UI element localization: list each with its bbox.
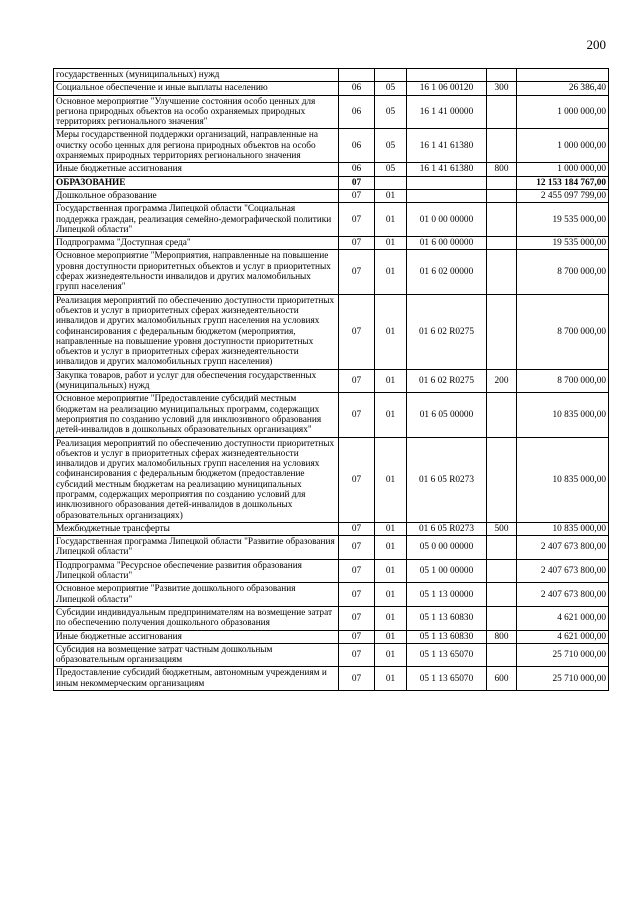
cell-section: 06: [339, 163, 375, 176]
cell-target-article: 01 6 05 00000: [407, 393, 487, 437]
table-row: [54, 69, 609, 82]
cell-name: Подпрограмма "Доступная среда": [54, 237, 339, 250]
cell-subsection: 01: [375, 203, 407, 237]
table-row: [54, 82, 609, 95]
cell-subsection: 05: [375, 82, 407, 95]
cell-expense-type: [487, 237, 517, 250]
table-row: [54, 369, 609, 393]
cell-target-article: [407, 176, 487, 189]
cell-amount: 25 710 000,00: [517, 643, 609, 667]
cell-section: 07: [339, 522, 375, 535]
cell-amount: 8 700 000,00: [517, 294, 609, 369]
table-row: [54, 630, 609, 643]
table-row: [54, 583, 609, 607]
cell-section: 06: [339, 95, 375, 129]
table-row: [54, 437, 609, 522]
cell-amount: 12 153 184 767,00: [517, 176, 609, 189]
cell-section: [339, 69, 375, 82]
cell-target-article: [407, 189, 487, 202]
cell-name: Государственная программа Липецкой области "Развитие образования Липецкой области": [54, 536, 339, 560]
cell-amount: 25 710 000,00: [517, 667, 609, 691]
cell-section: 07: [339, 583, 375, 607]
cell-subsection: 01: [375, 559, 407, 583]
cell-target-article: [407, 69, 487, 82]
cell-amount: [517, 69, 609, 82]
cell-section: 07: [339, 606, 375, 630]
cell-target-article: 05 1 13 60830: [407, 630, 487, 643]
cell-amount: 19 535 000,00: [517, 237, 609, 250]
cell-section: 07: [339, 667, 375, 691]
table-row: [54, 294, 609, 369]
cell-section: 06: [339, 129, 375, 163]
cell-target-article: 05 1 13 00000: [407, 583, 487, 607]
cell-subsection: 01: [375, 667, 407, 691]
cell-target-article: 16 1 41 61380: [407, 129, 487, 163]
cell-expense-type: [487, 69, 517, 82]
cell-target-article: 01 6 00 00000: [407, 237, 487, 250]
cell-amount: 10 835 000,00: [517, 393, 609, 437]
cell-name: Межбюджетные трансферты: [54, 522, 339, 535]
cell-amount: 4 621 000,00: [517, 630, 609, 643]
cell-section: 07: [339, 536, 375, 560]
table-row: [54, 163, 609, 176]
cell-target-article: 05 0 00 00000: [407, 536, 487, 560]
cell-name: Основное мероприятие "Предоставление субсидий местным бюджетам на реализацию муниципальных программ, содержащих мероприятия по созданию условий для инклюзивного образования детей-инвалидов в дошкольных образовательных организациях": [54, 393, 339, 437]
cell-amount: 2 455 097 799,00: [517, 189, 609, 202]
table-row: [54, 129, 609, 163]
table-row: [54, 643, 609, 667]
table-row: [54, 237, 609, 250]
cell-amount: 8 700 000,00: [517, 369, 609, 393]
cell-target-article: 05 1 13 60830: [407, 606, 487, 630]
cell-subsection: 01: [375, 536, 407, 560]
cell-expense-type: [487, 176, 517, 189]
cell-subsection: 01: [375, 643, 407, 667]
cell-expense-type: [487, 583, 517, 607]
cell-name: Реализация мероприятий по обеспечению доступности приоритетных объектов и услуг в приоритетных сферах жизнедеятельности инвалидов и других маломобильных групп населения на условиях софинансирования с федеральным бюджетом (предоставление субсидий местным бюджетам на реализацию муниципальных программ, содержащих мероприятия по созданию условий для инклюзивного образования детей-инвалидов в дошкольных образовательных организациях): [54, 437, 339, 522]
table-row: [54, 393, 609, 437]
cell-name: Основное мероприятие "Мероприятия, направленные на повышение уровня доступности приоритетных объектов и услуг в приоритетных сферах жизнедеятельности инвалидов и других маломобильных групп населения": [54, 250, 339, 294]
cell-section: 07: [339, 559, 375, 583]
cell-expense-type: [487, 606, 517, 630]
cell-expense-type: [487, 393, 517, 437]
cell-name: ОБРАЗОВАНИЕ: [54, 176, 339, 189]
cell-amount: 4 621 000,00: [517, 606, 609, 630]
cell-name: Государственная программа Липецкой области "Социальная поддержка граждан, реализация семейно-демографической политики Липецкой области": [54, 203, 339, 237]
cell-name: Иные бюджетные ассигнования: [54, 163, 339, 176]
cell-target-article: 01 6 05 R0273: [407, 437, 487, 522]
cell-target-article: 01 6 02 R0275: [407, 294, 487, 369]
cell-subsection: [375, 176, 407, 189]
cell-name: Субсидия на возмещение затрат частным дошкольным образовательным организациям: [54, 643, 339, 667]
cell-expense-type: [487, 189, 517, 202]
table-row: [54, 176, 609, 189]
cell-subsection: 01: [375, 606, 407, 630]
table-row: [54, 189, 609, 202]
cell-name: Иные бюджетные ассигнования: [54, 630, 339, 643]
cell-expense-type: [487, 129, 517, 163]
page-number: 200: [586, 37, 606, 52]
cell-target-article: 16 1 06 00120: [407, 82, 487, 95]
cell-section: 06: [339, 82, 375, 95]
cell-section: 07: [339, 630, 375, 643]
cell-expense-type: 800: [487, 630, 517, 643]
cell-target-article: 01 0 00 00000: [407, 203, 487, 237]
cell-amount: 26 386,40: [517, 82, 609, 95]
cell-expense-type: [487, 95, 517, 129]
cell-name: Основное мероприятие "Развитие дошкольного образования Липецкой области": [54, 583, 339, 607]
cell-section: 07: [339, 203, 375, 237]
cell-subsection: [375, 69, 407, 82]
cell-name: Меры государственной поддержки организаций, направленные на очистку особо ценных для региона природных объектов на особо охраняемых природных территориях регионального значения: [54, 129, 339, 163]
cell-expense-type: [487, 559, 517, 583]
cell-expense-type: [487, 250, 517, 294]
cell-section: 07: [339, 643, 375, 667]
cell-subsection: 05: [375, 95, 407, 129]
cell-expense-type: [487, 294, 517, 369]
cell-expense-type: [487, 437, 517, 522]
table-row: [54, 536, 609, 560]
cell-section: 07: [339, 369, 375, 393]
cell-expense-type: 600: [487, 667, 517, 691]
cell-subsection: 05: [375, 129, 407, 163]
cell-amount: 8 700 000,00: [517, 250, 609, 294]
budget-table-body: [54, 69, 609, 691]
cell-target-article: 05 1 13 65070: [407, 667, 487, 691]
cell-target-article: 05 1 13 65070: [407, 643, 487, 667]
cell-subsection: 01: [375, 522, 407, 535]
cell-expense-type: 800: [487, 163, 517, 176]
cell-subsection: 01: [375, 369, 407, 393]
cell-subsection: 01: [375, 250, 407, 294]
cell-target-article: 01 6 05 R0273: [407, 522, 487, 535]
table-row: [54, 522, 609, 535]
cell-section: 07: [339, 250, 375, 294]
cell-name: Закупка товаров, работ и услуг для обеспечения государственных (муниципальных) нужд: [54, 369, 339, 393]
cell-name: Социальное обеспечение и иные выплаты населению: [54, 82, 339, 95]
cell-subsection: 01: [375, 393, 407, 437]
cell-section: 07: [339, 393, 375, 437]
cell-expense-type: [487, 643, 517, 667]
table-row: [54, 559, 609, 583]
cell-amount: 10 835 000,00: [517, 437, 609, 522]
cell-name: государственных (муниципальных) нужд: [54, 69, 339, 82]
cell-subsection: 01: [375, 630, 407, 643]
cell-subsection: 01: [375, 237, 407, 250]
cell-subsection: 05: [375, 163, 407, 176]
cell-expense-type: 200: [487, 369, 517, 393]
cell-subsection: 01: [375, 294, 407, 369]
cell-subsection: 01: [375, 583, 407, 607]
cell-amount: 1 000 000,00: [517, 163, 609, 176]
cell-amount: 10 835 000,00: [517, 522, 609, 535]
table-row: [54, 606, 609, 630]
cell-target-article: 05 1 00 00000: [407, 559, 487, 583]
cell-target-article: 16 1 41 00000: [407, 95, 487, 129]
cell-name: Дошкольное образование: [54, 189, 339, 202]
table-row: [54, 95, 609, 129]
cell-section: 07: [339, 237, 375, 250]
table-row: [54, 250, 609, 294]
cell-target-article: 16 1 41 61380: [407, 163, 487, 176]
cell-amount: 19 535 000,00: [517, 203, 609, 237]
cell-subsection: 01: [375, 189, 407, 202]
cell-section: 07: [339, 189, 375, 202]
cell-amount: 2 407 673 800,00: [517, 559, 609, 583]
cell-expense-type: [487, 203, 517, 237]
cell-amount: 2 407 673 800,00: [517, 536, 609, 560]
cell-name: Предоставление субсидий бюджетным, автономным учреждениям и иным некоммерческим организациям: [54, 667, 339, 691]
cell-target-article: 01 6 02 00000: [407, 250, 487, 294]
cell-expense-type: 300: [487, 82, 517, 95]
table-row: [54, 667, 609, 691]
cell-name: Реализация мероприятий по обеспечению доступности приоритетных объектов и услуг в приоритетных сферах жизнедеятельности инвалидов и других маломобильных групп населения на условиях софинансирования с федеральным бюджетом (мероприятия, направленные на повышение уровня доступности приоритетных объектов и услуг в приоритетных сферах жизнедеятельности инвалидов и других маломобильных групп населения): [54, 294, 339, 369]
cell-amount: 2 407 673 800,00: [517, 583, 609, 607]
cell-subsection: 01: [375, 437, 407, 522]
cell-expense-type: [487, 536, 517, 560]
cell-target-article: 01 6 02 R0275: [407, 369, 487, 393]
cell-name: Подпрограмма "Ресурсное обеспечение развития образования Липецкой области": [54, 559, 339, 583]
cell-amount: 1 000 000,00: [517, 129, 609, 163]
cell-name: Основное мероприятие "Улучшение состояния особо ценных для региона природных объектов на особо охраняемых природных территориях регионального значения": [54, 95, 339, 129]
cell-section: 07: [339, 437, 375, 522]
cell-section: 07: [339, 176, 375, 189]
cell-section: 07: [339, 294, 375, 369]
cell-name: Субсидии индивидуальным предпринимателям на возмещение затрат по обеспечению получения дошкольного образования: [54, 606, 339, 630]
cell-expense-type: 500: [487, 522, 517, 535]
table-row: [54, 203, 609, 237]
cell-amount: 1 000 000,00: [517, 95, 609, 129]
budget-table: [53, 68, 609, 691]
